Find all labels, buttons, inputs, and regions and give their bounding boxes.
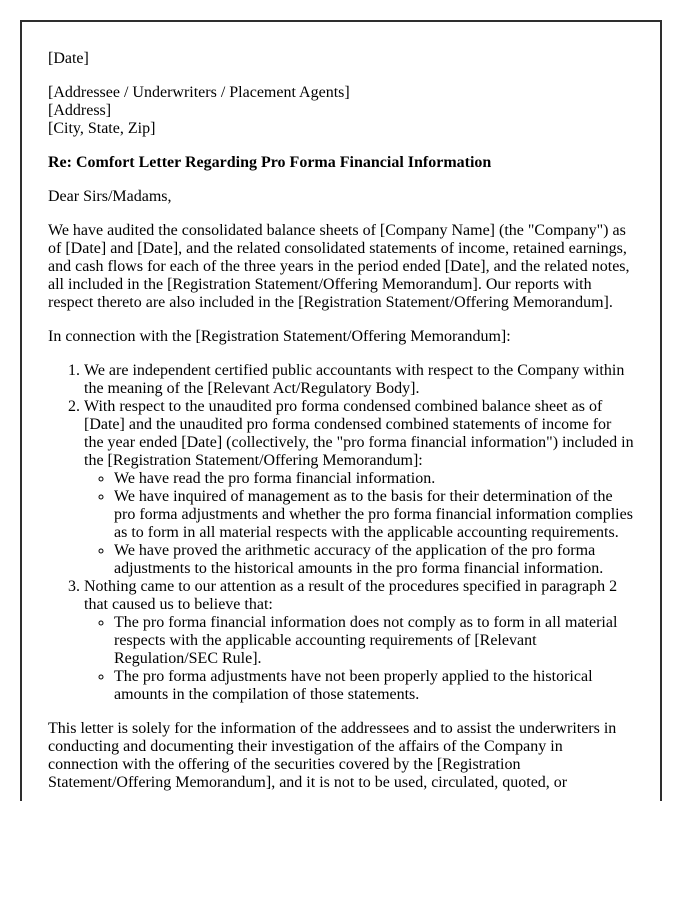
sub-list-item-misapplied: ◦ The pro forma adjustments have not been properly applied to the historical amounts in the compilation of those statements. — [114, 668, 634, 704]
paragraph-audit-scope: We have audited the consolidated balance sheets of [Company Name] (the "Company") as of [Date] and [Date], and the related consolidated statements of income, retained earnings, and cash flows for each of the three years in the period ended [Date], and the related notes, all included in the [Registration Statement/Offering Memorandum]. Our reports with respect thereto are also included in the [Registration Statement/Offering Memorandum]. — [48, 222, 630, 311]
procedures-list — [48, 362, 634, 704]
subject-line: Re: Comfort Letter Regarding Pro Forma Financial Information — [48, 154, 492, 171]
sub-list-item-read: ◦ We have read the pro forma financial information. — [114, 470, 634, 488]
list-item-text: We are independent certified public accountants with respect to the Company within the meaning of the [Relevant Act/Regulatory Body]. — [84, 362, 625, 397]
sub-list-item-proved: ◦ We have proved the arithmetic accuracy of the application of the pro forma adjustments to the historical amounts in the pro forma financial information. — [114, 542, 634, 578]
sub-list-item-noncompliance: ◦ The pro forma financial information does not comply as to form in all material respects with the applicable accounting requirements of [Relevant Regulation/SEC Rule]. — [114, 614, 634, 668]
recipient-line-address: [Address] — [48, 102, 112, 119]
salutation: Dear Sirs/Madams, — [48, 188, 172, 205]
recipient-line-addressee: [Addressee / Underwriters / Placement Agents] — [48, 84, 350, 101]
list-item-pro-forma-procedures — [84, 398, 634, 578]
list-item-negative-assurance — [84, 578, 634, 704]
list-item-text: With respect to the unaudited pro forma condensed combined balance sheet as of [Date] and the unaudited pro forma condensed combined statements of income for the year ended [Date] (collectively, the "pro forma financial information") included in the [Registration Statement/Offering Memorandum]: — [84, 398, 634, 469]
letter-document — [20, 20, 662, 801]
procedures-sub-list — [84, 470, 634, 578]
negative-assurance-sub-list — [84, 614, 634, 704]
paragraph-connection-intro: In connection with the [Registration Statement/Offering Memorandum]: — [48, 328, 511, 345]
recipient-block — [48, 84, 634, 138]
sub-list-item-inquired: ◦ We have inquired of management as to the basis for their determination of the pro forma adjustments and whether the pro forma financial information complies as to form in all material respects with the applicable accounting requirements. — [114, 488, 634, 542]
date-placeholder: [Date] — [48, 50, 89, 67]
recipient-line-city-state-zip: [City, State, Zip] — [48, 120, 156, 137]
list-item-text: Nothing came to our attention as a result of the procedures specified in paragraph 2 that caused us to believe that: — [84, 578, 618, 613]
paragraph-closing-restriction: This letter is solely for the information of the addressees and to assist the underwriters in conducting and documenting their investigation of the affairs of the Company in connection with the offering of the securities covered by the [Registration Statement/Offering Memorandum], and it is not to be used, circulated, quoted, or — [48, 720, 617, 791]
list-item-independence — [84, 362, 634, 398]
